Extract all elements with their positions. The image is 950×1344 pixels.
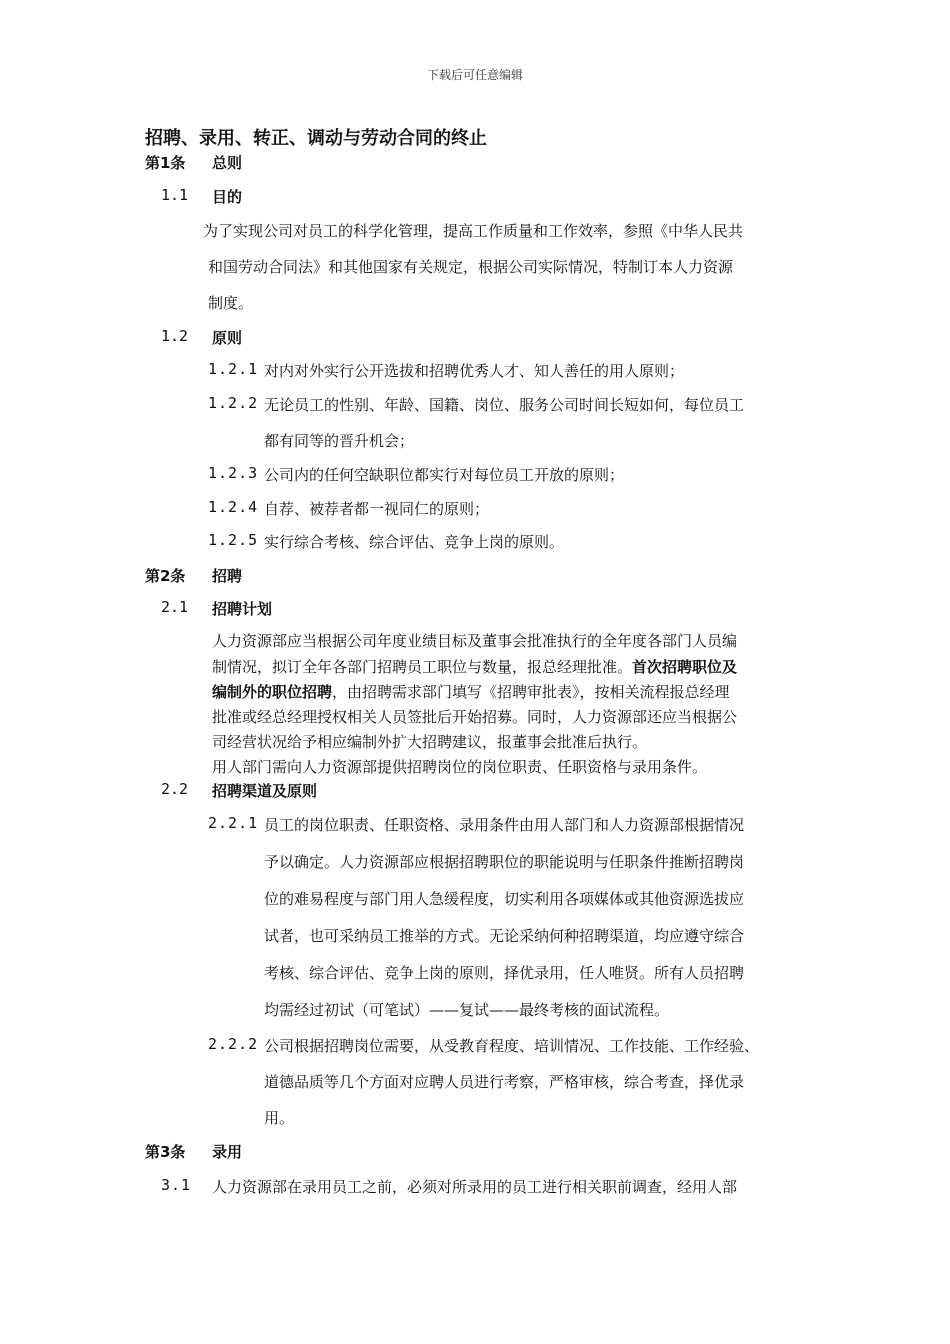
article-number: 第1条	[145, 154, 186, 172]
item-text: 位的难易程度与部门用人急缓程度，切实利用各项媒体或其他资源选拔应	[264, 890, 745, 908]
article-number: 第2条	[145, 567, 186, 585]
document-title: 招聘、录用、转正、调动与劳动合同的终止	[145, 128, 487, 149]
article-number: 第3条	[145, 1143, 186, 1161]
item-text: 公司内的任何空缺职位都实行对每位员工开放的原则；	[264, 466, 625, 484]
emphasis-text: 编制外的职位招聘	[212, 683, 333, 701]
section-number: 1.2	[161, 327, 189, 345]
article-name: 录用	[212, 1143, 243, 1161]
item-number: 1.2.3	[208, 464, 259, 482]
paragraph-line	[212, 656, 737, 677]
item-number: 1.2.2	[208, 394, 259, 412]
item-text: 实行综合考核、综合评估、竞争上岗的原则。	[264, 533, 565, 551]
item-text: 对内对外实行公开选拔和招聘优秀人才、知人善任的用人原则；	[264, 362, 685, 380]
paragraph-line	[212, 681, 730, 702]
paragraph-text: ，由招聘需求部门填写《招聘审批表》，按相关流程报总经理	[332, 683, 730, 701]
section-number: 1.1	[161, 186, 189, 204]
article-name: 总则	[212, 154, 243, 172]
item-text: 予以确定。人力资源部应根据招聘职位的职能说明与任职条件推断招聘岗	[264, 853, 745, 871]
section-number: 2.2	[161, 780, 189, 798]
item-text: 无论员工的性别、年龄、国籍、岗位、服务公司时间长短如何，每位员工	[264, 396, 745, 414]
item-text: 自荐、被荐者都一视同仁的原则；	[264, 500, 490, 518]
section-name: 目的	[212, 188, 243, 206]
paragraph-line: 人力资源部应当根据公司年度业绩目标及董事会批准执行的全年度各部门人员编	[212, 632, 738, 650]
paragraph-line: 批准或经总经理授权相关人员签批后开始招募。同时，人力资源部还应当根据公	[212, 708, 738, 726]
item-number: 1.2.4	[208, 498, 259, 516]
item-text: 均需经过初试（可笔试）——复试——最终考核的面试流程。	[264, 1001, 670, 1019]
item-number: 1.2.1	[208, 360, 259, 378]
item-text: 员工的岗位职责、任职资格、录用条件由用人部门和人力资源部根据情况	[264, 816, 745, 834]
article-name: 招聘	[212, 567, 243, 585]
item-number: 1.2.5	[208, 531, 259, 549]
paragraph-line: 为了实现公司对员工的科学化管理，提高工作质量和工作效率，参照《中华人民共	[203, 222, 744, 240]
section-name: 原则	[212, 329, 243, 347]
paragraph-text: 制情况，拟订全年各部门招聘员工职位与数量，报总经理批准。	[212, 658, 633, 676]
section-number: 2.1	[161, 598, 189, 616]
item-text: 考核、综合评估、竞争上岗的原则，择优录用，任人唯贤。所有人员招聘	[264, 964, 745, 982]
paragraph-line: 和国劳动合同法》和其他国家有关规定，根据公司实际情况，特制订本人力资源	[208, 258, 734, 276]
paragraph-line: 制度。	[208, 294, 254, 312]
item-number: 2.2.2	[208, 1035, 259, 1053]
section-text: 人力资源部在录用员工之前，必须对所录用的员工进行相关职前调查，经用人部	[212, 1178, 738, 1196]
item-text: 都有同等的晋升机会；	[264, 432, 415, 450]
item-number: 2.2.1	[208, 814, 259, 832]
item-text: 用。	[264, 1109, 295, 1127]
section-number: 3.1	[161, 1176, 192, 1194]
emphasis-text: 首次招聘职位及	[632, 658, 738, 676]
item-text: 试者，也可采纳员工推举的方式。无论采纳何种招聘渠道，均应遵守综合	[264, 927, 745, 945]
header-note: 下载后可任意编辑	[426, 68, 523, 82]
section-name: 招聘渠道及原则	[212, 782, 318, 800]
item-text: 公司根据招聘岗位需要，从受教育程度、培训情况、工作技能、工作经验、	[264, 1037, 760, 1055]
item-text: 道德品质等几个方面对应聘人员进行考察，严格审核，综合考查，择优录	[264, 1073, 745, 1091]
section-name: 招聘计划	[212, 600, 273, 618]
paragraph-line: 用人部门需向人力资源部提供招聘岗位的岗位职责、任职资格与录用条件。	[212, 758, 708, 776]
paragraph-line: 司经营状况给予相应编制外扩大招聘建议，报董事会批准后执行。	[212, 733, 648, 751]
